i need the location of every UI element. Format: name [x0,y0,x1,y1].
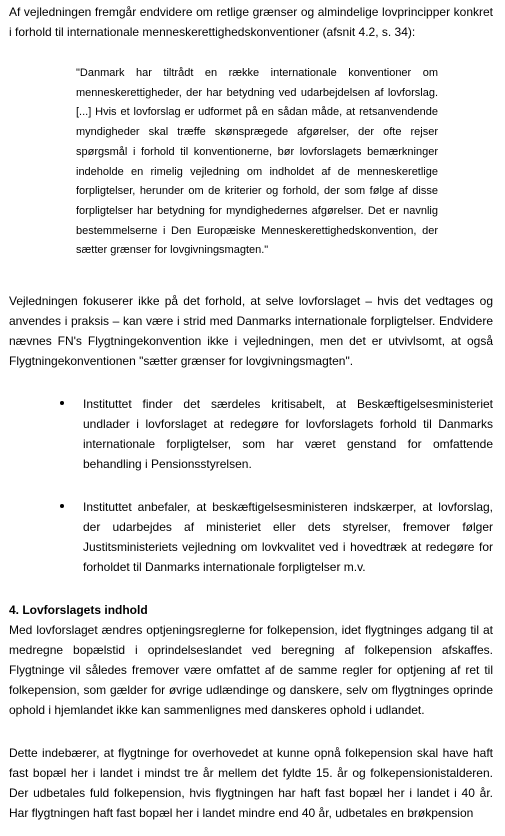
bullet-text: Instituttet anbefaler, at beskæftigelsesministeren indskærper, at lovforslag, der udarbejdes af ministeriet eller dets styrelser, fremover følger Justitsministeriets vejledning om lovkvalitet ved i hovedtræk at redegøre for forholdet til Danmarks internationale forpligtelser m.v. [83,500,493,574]
section-heading: 4. Lovforslagets indhold [9,603,148,617]
section-paragraph-2: Dette indebærer, at flygtninge for overhovedet at kunne opnå folkepension skal have haft fast bopæl her i landet i mindst tre år mellem det fyldte 15. år og folkepensionistalderen. Der udbetales fuld folkepension, hvis flygtningen har haft fast bopæl her i landet i 40 år. Har flygtningen haft fast bopæl her i landet mindre end 40 år, udbetales en brøkpension [9,746,493,820]
bullet-dot-icon [60,504,64,508]
quote-paragraph: "Danmark har tiltrådt en række internationale konventioner om menneskerettigheder, der har betydning ved udarbejdelsen af lovforslag. [...] Hvis et lovforslag er udformet på en sådan måde, at retsanvendende myndigheder skal træffe skønsprægede afgørelser, der ofte rejser spørgsmål i forhold til konventionerne, bør lovforslagets bemærkninger indeholde en rimelig vejledning om indholdet af de menneskeretlige forpligtelser, herunder om de kriterier og forhold, der som følge af disse forpligtelser har betydning for myndighedernes afgørelser. Det er navnlig bestemmelserne i Den Europæiske Menneskerettighedskonvention, der sætter grænser for lovgivningsmagten." [76,67,438,257]
section-paragraph-1: Med lovforslaget ændres optjeningsreglerne for folkepension, idet flygtninges adgang til at medregne bopælstid i oprindelseslandet ved beregning af folkepension afskaffes. Flygtninge vil således fremover være omfattet af de samme regler for optjening af ret til folkepension, som gælder for øvrige udlændinge og danskere, selv om flygtninges oprinde ophold i hjemlandet ikke kan sammenlignes med danskeres ophold i udlandet. [9,623,493,717]
bullet-text: Instituttet finder det særdeles kritisabelt, at Beskæftigelsesministeriet undlader i lovforslaget at redegøre for lovforslagets forhold til Danmarks internationale forpligtelser, som har været genstand for omfattende behandling i Pensionsstyrelsen. [83,397,493,471]
analysis-paragraph: Vejledningen fokuserer ikke på det forhold, at selve lovforslaget – hvis det vedtages og anvendes i praksis – kan være i strid med Danmarks internationale forpligtelser. Endvidere nævnes FN's Flygtningekonvention ikke i vejledningen, men det er utvivlsomt, at også Flygtningekonventionen "sætter grænser for lovgivningsmagten". [9,294,493,368]
intro-paragraph: Af vejledningen fremgår endvidere om retlige grænser og almindelige lovprincipper konkret i forhold til internationale menneskerettighedskonventioner (afsnit 4.2, s. 34): [9,5,493,39]
bullet-dot-icon [60,401,64,405]
